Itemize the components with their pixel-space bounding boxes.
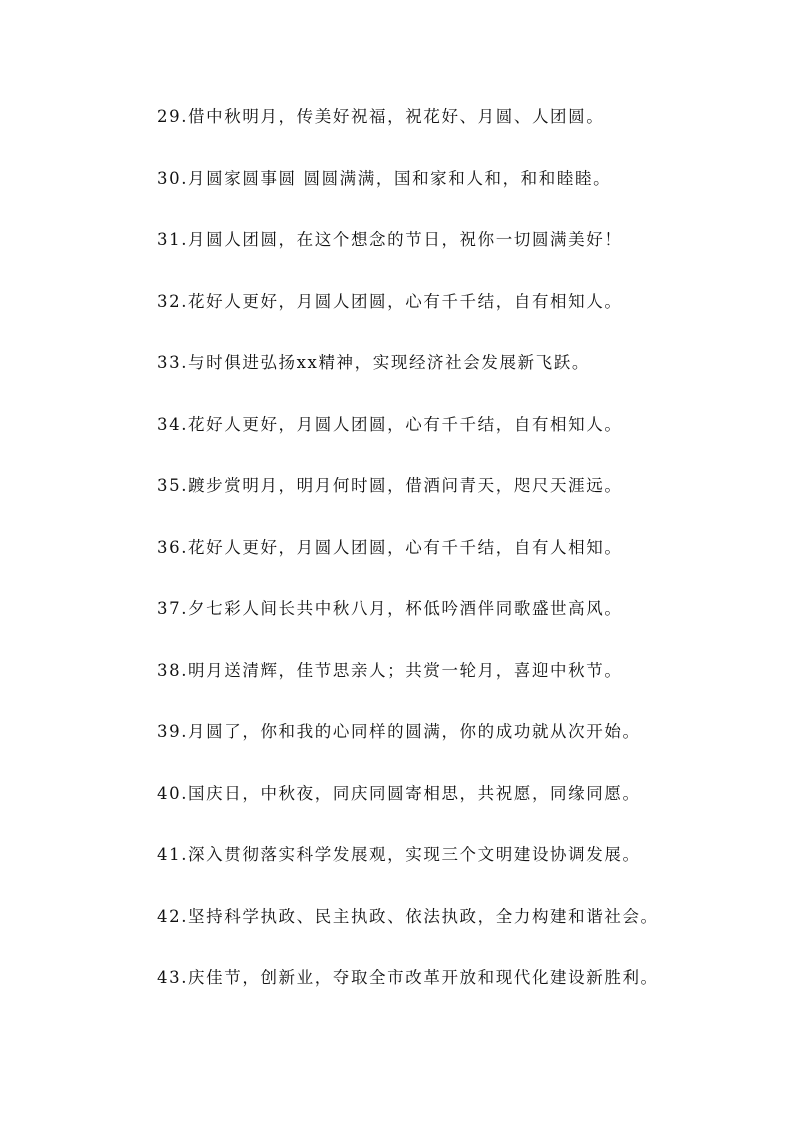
slogan-line-31: 31.月圆人团圆，在这个想念的节日，祝你一切圆满美好！ — [157, 230, 623, 249]
slogan-line-35: 35.踱步赏明月，明月何时圆，借酒问青天，咫尺天涯远。 — [157, 476, 623, 495]
slogan-list — [157, 104, 757, 1027]
slogan-line-37: 37.夕七彩人间长共中秋八月，杯低吟酒伴同歌盛世高风。 — [157, 599, 623, 618]
slogan-line-40: 40.国庆日，中秋夜，同庆同圆寄相思，共祝愿，同缘同愿。 — [157, 783, 641, 803]
slogan-line-42: 42.坚持科学执政、民主执政、依法执政，全力构建和谐社会。 — [157, 906, 659, 926]
slogan-line-33: 33.与时俱进弘扬xx精神，实现经济社会发展新飞跃。 — [157, 353, 590, 372]
slogan-line-43: 43.庆佳节，创新业，夺取全市改革开放和现代化建设新胜利。 — [157, 968, 659, 987]
slogan-line-41: 41.深入贯彻落实科学发展观，实现三个文明建设协调发展。 — [157, 845, 641, 864]
slogan-line-36: 36.花好人更好，月圆人团圆，心有千千结，自有人相知。 — [157, 537, 623, 557]
slogan-line-38: 38.明月送清辉，佳节思亲人；共赏一轮月，喜迎中秋节。 — [157, 660, 623, 680]
slogan-line-39: 39.月圆了，你和我的心同样的圆满，你的成功就从次开始。 — [157, 722, 641, 741]
slogan-line-34: 34.花好人更好，月圆人团圆，心有千千结，自有相知人。 — [157, 414, 623, 434]
slogan-line-30: 30.月圆家圆事圆 圆圆满满，国和家和人和，和和睦睦。 — [157, 168, 612, 188]
slogan-line-32: 32.花好人更好，月圆人团圆，心有千千结，自有相知人。 — [157, 291, 623, 311]
slogan-line-29: 29.借中秋明月，传美好祝福，祝花好、月圆、人团圆。 — [157, 107, 605, 126]
